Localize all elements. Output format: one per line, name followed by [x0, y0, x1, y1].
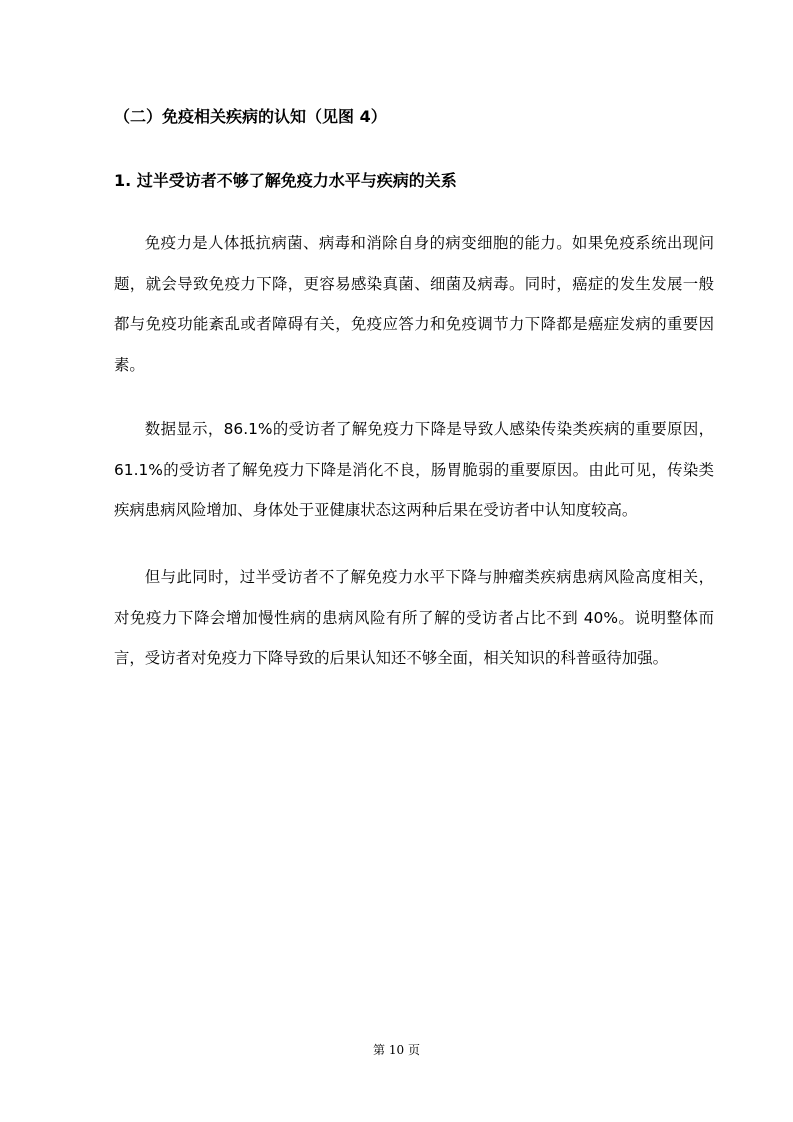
- paragraph-survey-data: 数据显示，86.1%的受访者了解免疫力下降是导致人感染传染类疾病的重要原因，61.1%的受访者了解免疫力下降是消化不良，肠胃脆弱的重要原因。由此可见，传染类疾病患病风险增加、身体处于亚健康状态这两种后果在受访者中认知度较高。: [114, 420, 714, 519]
- section-heading: （二）免疫相关疾病的认知（见图 4）: [114, 107, 387, 126]
- paragraph-immunity-definition: 免疫力是人体抵抗病菌、病毒和消除自身的病变细胞的能力。如果免疫系统出现问题，就会导致免疫力下降，更容易感染真菌、细菌及病毒。同时，癌症的发生发展一般都与免疫功能紊乱或者障碍有关，免疫应答力和免疫调节力下降都是癌症发病的重要因素。: [114, 234, 714, 374]
- page-number: 第 10 页: [373, 1043, 420, 1057]
- subsection-heading: 1. 过半受访者不够了解免疫力水平与疾病的关系: [114, 171, 457, 190]
- paragraph-conclusion: 但与此同时，过半受访者不了解免疫力水平下降与肿瘤类疾病患病风险高度相关，对免疫力下降会增加慢性病的患病风险有所了解的受访者占比不到 40%。说明整体而言，受访者对免疫力下降导致的后果认知还不够全面，相关知识的科普亟待加强。: [114, 568, 714, 667]
